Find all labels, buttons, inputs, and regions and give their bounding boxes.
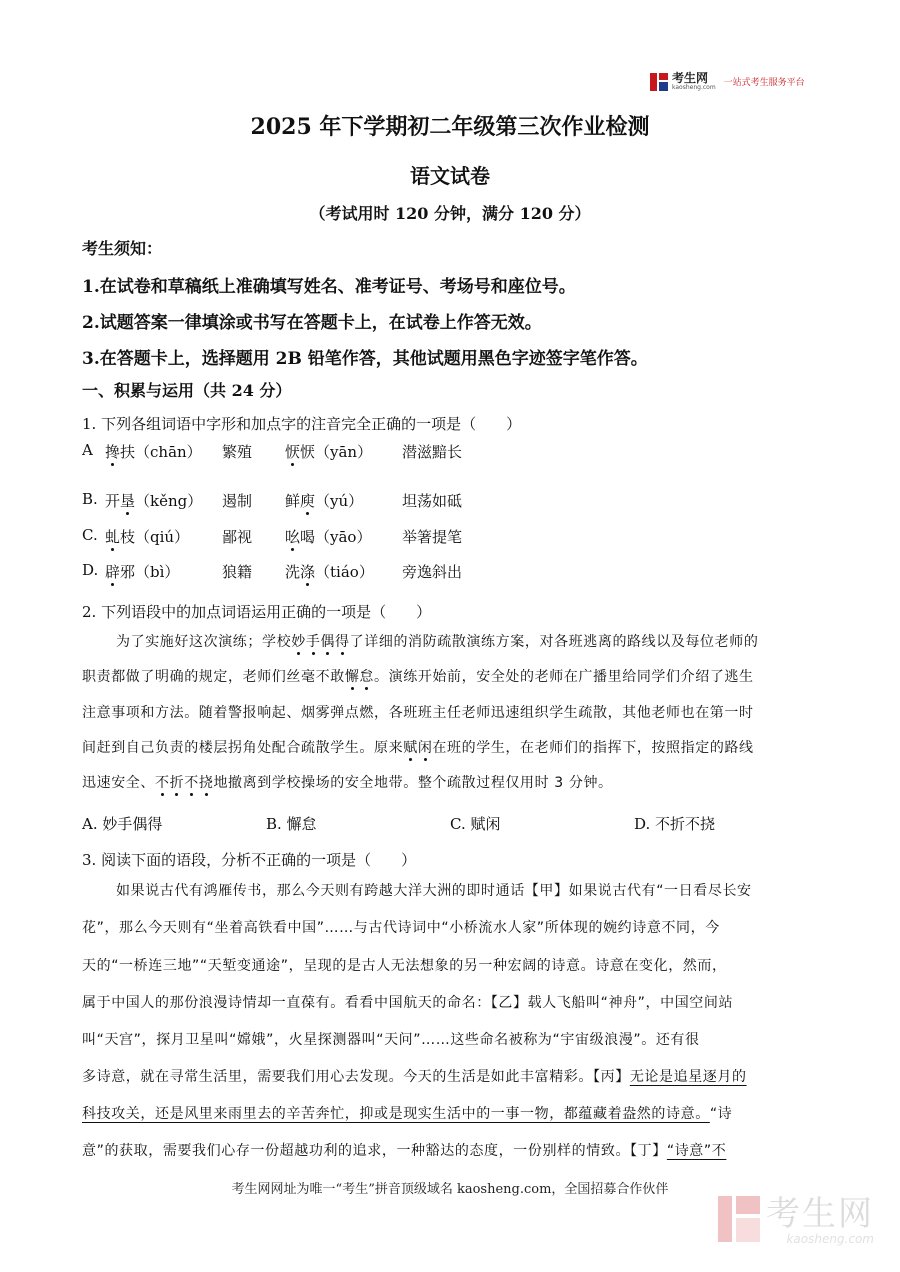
- passage-line: [82, 772, 613, 792]
- word-text: 枝（qiú）: [120, 528, 190, 546]
- q1-option-word: 潜滋黯长: [402, 443, 463, 461]
- dotted-char: 庾: [300, 492, 316, 510]
- word-text: 扶（chān）: [120, 443, 202, 461]
- q1-option-word: 坦荡如砥: [402, 492, 463, 510]
- q2-option: A. 妙手偶得: [82, 815, 163, 833]
- q1-option-word: [105, 441, 202, 462]
- logo-domain: kaosheng.com: [672, 84, 716, 91]
- section-heading: 一、积累与运用（共 24 分）: [82, 381, 292, 400]
- line-text: 为了实施好这次演练；学校: [116, 634, 292, 650]
- passage-line: [82, 737, 754, 757]
- word-text: 开: [105, 492, 121, 510]
- q1-option-word: [105, 526, 189, 547]
- kaosheng-logo-icon: [650, 73, 668, 91]
- q1-stem: 1. 下列各组词语中字形和加点字的注音完全正确的一项是（ ）: [82, 415, 522, 433]
- dotted-char: 折: [169, 775, 185, 791]
- line-text: 天的“一桥连三地”“天堑变通途”，呈现的是古人无法想象的另一种宏阔的诗意。诗意在变化，然而，: [82, 958, 727, 974]
- word-text: （tiáo）: [315, 563, 374, 581]
- q1-option-word: [285, 490, 363, 511]
- line-text: 花”，那么今天则有“坐着高铁看中国”……与古代诗词中“小桥流水人家”所体现的婉约诗意不同，今: [82, 920, 720, 936]
- q2-option: C. 赋闲: [450, 815, 501, 833]
- underlined-text: “诗意”不: [666, 1143, 727, 1159]
- q1-option-word: 鄙视: [222, 528, 253, 546]
- dotted-char: 挠: [198, 775, 214, 791]
- dotted-char: 懈: [344, 669, 360, 685]
- line-text: 多诗意，就在寻常生活里，需要我们用心去发现。今天的生活是如此丰富精彩。【丙】: [82, 1069, 630, 1085]
- line-text: 。演练开始前，安全处的老师在广播里给同学们介绍了逃生: [374, 669, 754, 685]
- line-text: 迅速安全、: [82, 775, 155, 791]
- kaosheng-logo[interactable]: [650, 72, 805, 91]
- line-text: 职责都做了明确的规定，老师们丝毫不敢: [82, 669, 345, 685]
- dotted-phrase: [345, 669, 374, 685]
- dotted-char: 得: [335, 634, 350, 650]
- underlined-text: 科技攻关，还是风里来雨里去的辛苦奔忙，抑或是现实生活中的一事一物，都蕴藏着盎然的诗意。: [82, 1106, 710, 1122]
- exam-info: （考试用时 120 分钟，满分 120 分）: [309, 204, 591, 223]
- q1-option-word: 繁殖: [222, 443, 253, 461]
- q1-option-word: [285, 561, 374, 582]
- dotted-phrase: [291, 634, 349, 650]
- dotted-char: 怠: [359, 669, 375, 685]
- exam-title: 2025 年下学期初二年级第三次作业检测: [250, 114, 650, 140]
- line-text: 地撤离到学校操场的安全地带。整个疏散过程仅用时 3 分钟。: [213, 775, 613, 791]
- q2-option: D. 不折不挠: [634, 815, 716, 833]
- passage-line: [82, 917, 720, 937]
- dotted-char: 不: [155, 775, 170, 791]
- line-text: 叫“天宫”，探月卫星叫“嫦娥”，火星探测器叫“天问”……这些命名被称为“宇宙级浪漫”。还有很: [82, 1032, 700, 1048]
- passage-line: [82, 666, 754, 686]
- q1-option-word: [285, 441, 372, 462]
- q1-option-letter: A: [82, 441, 93, 459]
- line-text: 属于中国人的那份浪漫诗情却一直葆有。看看中国航天的命名：【乙】载人飞船叫“神舟”，中国空间站: [82, 995, 734, 1011]
- q1-option-word: 旁逸斜出: [402, 563, 463, 581]
- passage-line: [82, 1103, 732, 1123]
- q1-option-word: [105, 490, 202, 511]
- dotted-char: 涤: [300, 563, 316, 581]
- q1-option-letter: B.: [82, 490, 98, 508]
- dotted-char: 不: [184, 775, 199, 791]
- logo-text: [672, 72, 716, 91]
- logo-name: 考生网: [672, 71, 709, 85]
- dotted-char: 偶: [320, 634, 336, 650]
- q2-stem: 2. 下列语段中的加点词语运用正确的一项是（ ）: [82, 603, 432, 621]
- dotted-char: 虬: [105, 528, 121, 546]
- line-text: 注意事项和方法。随着警报响起、烟雾弹点燃，各班班主任老师迅速组织学生疏散，其他老师也在第一时: [82, 705, 754, 721]
- word-text: 邪（bì）: [120, 563, 180, 581]
- line-text: 间赶到自己负责的楼层拐角处配合疏散学生。原来: [82, 740, 404, 756]
- notice-heading: 考生须知：: [82, 239, 163, 258]
- q1-option-word: 遏制: [222, 492, 253, 510]
- notice-item: 1.在试卷和草稿纸上准确填写姓名、准考证号、考场号和座位号。: [82, 277, 576, 297]
- kaosheng-watermark: [718, 1196, 874, 1246]
- notice-item: 2.试题答案一律填涂或书写在答题卡上，在试卷上作答无效。: [82, 313, 542, 333]
- passage-line: [82, 992, 733, 1012]
- word-text: 恹（yān）: [300, 443, 373, 461]
- q1-option-word: 举箸提笔: [402, 528, 463, 546]
- footer-text: 考生网网址为唯一“考生”拼音顶级域名 kaosheng.com，全国招募合作伙伴: [231, 1182, 669, 1197]
- q1-option-letter: C.: [82, 526, 98, 544]
- dotted-char: 手: [305, 634, 321, 650]
- dotted-char: 赋: [403, 740, 418, 756]
- q1-option-word: [285, 526, 371, 547]
- passage-line: [82, 1140, 726, 1160]
- passage-line: [82, 1029, 700, 1049]
- watermark-domain: kaosheng.com: [786, 1232, 874, 1246]
- word-text: 鲜: [285, 492, 301, 510]
- dotted-char: 搀: [105, 443, 121, 461]
- line-text: “诗: [709, 1106, 733, 1122]
- underlined-text: 无论是追星逐月的: [629, 1069, 747, 1085]
- line-text: 了详细的消防疏散演练方案，对各班逃离的路线以及每位老师的: [349, 634, 759, 650]
- dotted-char: 恹: [285, 443, 301, 461]
- dotted-char: 垦: [120, 492, 136, 510]
- watermark-name: 考生网: [766, 1194, 874, 1234]
- dotted-phrase: [403, 740, 432, 756]
- word-text: （kěng）: [135, 492, 203, 510]
- line-text: 在班的学生，在老师们的指挥下，按照指定的路线: [432, 740, 754, 756]
- passage-line: [82, 1066, 747, 1086]
- dotted-char: 辟: [105, 563, 121, 581]
- word-text: 喝（yāo）: [300, 528, 372, 546]
- passage-line: [116, 880, 752, 900]
- exam-subtitle: 语文试卷: [410, 164, 490, 188]
- passage-line: [82, 702, 754, 722]
- word-text: 洗: [285, 563, 301, 581]
- q1-option-word: 狼籍: [222, 563, 253, 581]
- word-text: （yú）: [315, 492, 364, 510]
- notice-item: 3.在答题卡上，选择题用 2B 铅笔作答，其他试题用黑色字迹签字笔作答。: [82, 349, 648, 369]
- kaosheng-watermark-icon: [718, 1196, 760, 1242]
- q1-option-letter: D.: [82, 561, 99, 579]
- dotted-char: 妙: [291, 634, 306, 650]
- q2-option: B. 懈怠: [266, 815, 317, 833]
- line-text: 意”的获取，需要我们心存一份超越功利的追求，一种豁达的态度，一份别样的情致。【丁】: [82, 1143, 667, 1159]
- logo-slogan: 一站式考生服务平台: [723, 78, 805, 88]
- q1-option-word: [105, 561, 179, 582]
- passage-line: [116, 631, 758, 651]
- q3-stem: 3. 阅读下面的语段，分析不正确的一项是（ ）: [82, 851, 417, 869]
- dotted-phrase: [155, 775, 213, 791]
- dotted-char: 吆: [285, 528, 301, 546]
- passage-line: [82, 955, 727, 975]
- line-text: 如果说古代有鸿雁传书，那么今天则有跨越大洋大洲的即时通话【甲】如果说古代有“一日看尽长安: [116, 883, 752, 899]
- dotted-char: 闲: [417, 740, 433, 756]
